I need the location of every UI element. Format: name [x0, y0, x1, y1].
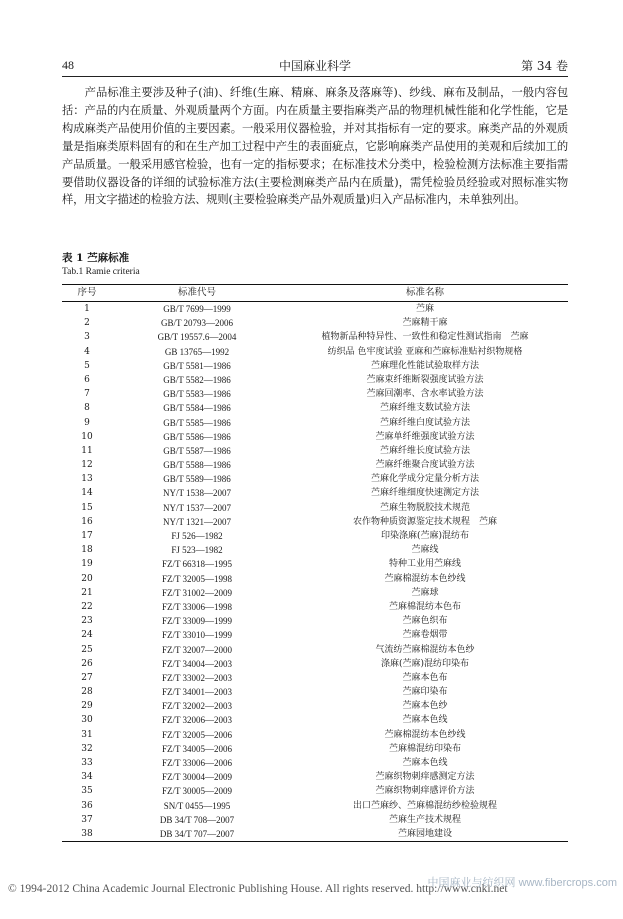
cell-number: 17	[81, 531, 93, 541]
table-row	[62, 784, 568, 798]
table-row	[62, 359, 568, 373]
table-row	[62, 430, 568, 444]
cell-code: GB/T 5589—1986	[163, 474, 231, 485]
cell-code: GB/T 5587—1986	[163, 445, 231, 456]
cell-number: 24	[81, 630, 93, 641]
cell-name: 涤麻(苎麻)混纺印染布	[380, 658, 470, 669]
cell-number: 11	[81, 445, 93, 456]
cell-name: 苎麻回潮率、含水率试验方法	[366, 389, 484, 400]
table-row	[62, 501, 568, 515]
cell-code: FZ/T 32006—2003	[161, 715, 233, 726]
table-row	[62, 770, 568, 784]
cell-code: DB 34/T 708—2007	[159, 814, 235, 825]
table-row	[62, 543, 568, 557]
cell-name: 苎麻线	[411, 545, 439, 556]
cell-code: NY/T 1537—2007	[162, 502, 232, 513]
header-name: 标准名称	[405, 287, 444, 298]
volume-label: 第 34 卷	[521, 59, 568, 73]
table-row	[62, 302, 568, 316]
cell-number: 37	[81, 814, 93, 825]
cell-name: 纺织品 色牢度试验 亚麻和苎麻标准贴衬织物规格	[327, 346, 523, 357]
journal-title: 中国麻业科学	[278, 59, 351, 73]
cell-name: 特种工业用苎麻线	[388, 559, 461, 570]
header-code: 标准代号	[177, 288, 216, 298]
cell-code: FZ/T 33002—2003	[161, 672, 233, 683]
table-row	[62, 586, 568, 600]
cell-number: 23	[81, 616, 93, 627]
table-row	[62, 444, 568, 458]
cell-name: 苎麻棉混纺印染布	[388, 743, 461, 754]
table-row	[62, 345, 568, 359]
cell-code: GB/T 5582—1986	[163, 374, 231, 385]
cell-number: 2	[84, 318, 90, 329]
cell-name: 苎麻精干麻	[402, 318, 448, 329]
cell-number: 5	[84, 360, 90, 371]
cell-code: FZ/T 33006—2006	[161, 758, 233, 768]
cell-code: GB/T 5583—1986	[163, 389, 231, 400]
cell-code: FZ/T 33006—1998	[161, 601, 233, 612]
cell-number: 36	[81, 800, 93, 811]
cell-number: 9	[84, 417, 90, 428]
copyright-footer: © 1994-2012 China Academic Journal Electronic Publishing House. All rights reserved. http://www.cnki.net	[8, 883, 508, 895]
cell-name: 苎麻本色布	[402, 672, 448, 683]
table-row	[62, 713, 568, 727]
table-row	[62, 472, 568, 486]
ramie-standards-table	[62, 284, 568, 842]
table-row	[62, 628, 568, 642]
cell-code: GB/T 5586—1986	[163, 431, 231, 442]
table-row	[62, 529, 568, 543]
cell-name: 苎麻卷烟带	[402, 630, 448, 641]
table-row	[62, 600, 568, 614]
cell-code: DB 34/T 707—2007	[159, 828, 235, 839]
cell-code: GB/T 19557.6—2004	[157, 332, 237, 343]
cell-number: 35	[81, 786, 93, 797]
table-caption-en: Tab.1 Ramie criteria	[62, 267, 140, 277]
cell-number: 4	[84, 346, 90, 357]
cell-name: 苎麻束纤维断裂强度试验方法	[366, 374, 484, 385]
cell-name: 苎麻园地建设	[397, 828, 452, 839]
cell-name: 苎麻棉混纺本色布	[388, 601, 461, 612]
cell-name: 印染涤麻(苎麻)混纺布	[380, 531, 470, 541]
cell-name: 苎麻纤维聚合度试验方法	[375, 460, 475, 471]
table-row	[62, 458, 568, 472]
cell-code: FZ/T 34005—2006	[161, 743, 233, 754]
cell-name: 苎麻纤维支数试验方法	[379, 403, 470, 414]
cell-number: 13	[81, 474, 93, 485]
cell-code: FZ/T 66318—1995	[161, 559, 233, 570]
table-row	[62, 813, 568, 827]
table-row	[62, 401, 568, 415]
cell-code: NY/T 1538—2007	[162, 488, 232, 499]
cell-name: 植物新品种特异性、一致性和稳定性测试指南 苎麻	[321, 332, 529, 343]
cell-code: FZ/T 33009—1999	[161, 616, 233, 627]
cell-number: 26	[81, 658, 93, 669]
cell-number: 16	[81, 516, 93, 527]
cell-name: 苎麻棉混纺本色纱线	[384, 573, 466, 584]
cell-number: 14	[81, 488, 93, 499]
cell-code: GB/T 5585—1986	[163, 417, 231, 428]
cell-code: FZ/T 32002—2003	[161, 701, 233, 712]
cell-number: 3	[84, 332, 90, 343]
cell-code: GB/T 5581—1986	[163, 360, 231, 371]
cell-name: 苎麻本色线	[402, 715, 448, 726]
table-row	[62, 316, 568, 330]
table-row	[62, 614, 568, 628]
table-row	[62, 416, 568, 430]
table-row	[62, 827, 568, 841]
table-row	[62, 657, 568, 671]
cell-number: 28	[81, 687, 93, 698]
cell-code: FJ 526—1982	[171, 531, 223, 541]
cell-name: 气流纺苎麻棉混纺本色纱	[375, 644, 475, 655]
table-row	[62, 685, 568, 699]
cell-name: 苎麻纤维长度试验方法	[379, 445, 470, 456]
table-row	[62, 756, 568, 770]
cell-number: 20	[81, 573, 93, 584]
cell-name: 苎麻织物刺痒感测定方法	[375, 772, 475, 783]
cell-code: SN/T 0455—1995	[163, 800, 231, 811]
table-body	[62, 302, 568, 841]
cell-name: 苎麻	[415, 304, 434, 314]
cell-code: NY/T 1321—2007	[162, 516, 232, 527]
cell-name: 苎麻本色纱	[402, 701, 448, 712]
cell-number: 10	[81, 431, 93, 442]
cell-code: GB/T 20793—2006	[160, 318, 234, 329]
cell-number: 6	[84, 374, 90, 385]
cell-number: 33	[81, 758, 93, 768]
table-row	[62, 330, 568, 344]
table-caption-zh: 表 1 苎麻标准	[62, 252, 130, 264]
cell-name: 苎麻纤维细度快速测定方法	[370, 488, 479, 499]
cell-code: FZ/T 32005—2006	[161, 729, 233, 740]
cell-number: 29	[81, 701, 93, 712]
cell-number: 1	[84, 304, 90, 314]
cell-name: 苎麻化学成分定量分析方法	[370, 474, 479, 485]
cell-name: 苎麻纤维白度试验方法	[379, 417, 470, 428]
cell-name: 苎麻色织布	[402, 616, 448, 627]
cell-name: 苎麻棉混纺本色纱线	[384, 729, 466, 740]
watermark-logo: 中国麻业与纺织网 www.fibercrops.com	[427, 877, 617, 889]
page-number: 48	[62, 58, 74, 72]
cell-code: FZ/T 30005—2009	[161, 786, 233, 797]
cell-name: 苎麻印染布	[402, 687, 448, 698]
cell-number: 38	[81, 828, 93, 839]
cell-name: 出口苎麻纱、苎麻棉混纺纱检验规程	[352, 800, 497, 811]
table-row	[62, 799, 568, 813]
cell-code: GB/T 5584—1986	[163, 403, 231, 414]
cell-name: 苎麻生物脱胶技术规范	[379, 502, 470, 513]
cell-number: 8	[84, 403, 90, 414]
cell-name: 苎麻织物刺痒感评价方法	[375, 786, 475, 797]
cell-name: 苎麻球	[411, 587, 439, 598]
body-paragraph: 产品标准主要涉及种子(油)、纤维(生麻、精麻、麻条及落麻等)、纱线、麻布及制品，一般内容包括：产品的内在质量、外观质量两个方面。内在质量主要指麻类产品的物理机械性能和化学性能，它是构成麻类产品使用价值的主要因素。一般采用仪器检验，并对其指标有一定的要求。麻类产品的外观质量是指麻类原料固有的和在生产加工过程中产生的表面疵点，它影响麻类产品使用的美观和后续加工的产品质量。一般采用感官检验，也有一定的指标要求；在标准技术分类中，检验检测方法标准主要指需要借助仪器设备的详细的试验标准方法(主要检测麻类产品内在质量)，需凭检验员经验或对照标准实物样，用文字描述的检验方法、规则(主要检验麻类产品外观质量)归入产品标准内，未单独列出。	[62, 86, 568, 207]
table-row	[62, 515, 568, 529]
running-header	[62, 56, 568, 77]
cell-number: 34	[81, 772, 93, 783]
table-row	[62, 486, 568, 500]
cell-name: 农作物种质资源鉴定技术规程 苎麻	[352, 516, 497, 527]
cell-number: 30	[81, 715, 93, 726]
table-row	[62, 572, 568, 586]
table-row	[62, 671, 568, 685]
cell-name: 苎麻理化性能试验取样方法	[370, 360, 479, 371]
cell-number: 12	[81, 460, 93, 471]
cell-code: FZ/T 34004—2003	[161, 658, 233, 669]
cell-code: FZ/T 34001—2003	[161, 687, 233, 698]
table-row	[62, 373, 568, 387]
cell-name: 苎麻生产技术规程	[388, 814, 461, 825]
cell-number: 21	[81, 587, 93, 598]
cell-code: GB/T 5588—1986	[163, 460, 231, 471]
cell-number: 31	[81, 729, 93, 740]
cell-number: 15	[81, 502, 93, 513]
cell-code: FZ/T 32005—1998	[161, 573, 233, 584]
cell-code: FZ/T 33010—1999	[161, 630, 233, 641]
cell-code: GB 13765—1992	[164, 346, 230, 357]
cell-number: 25	[81, 644, 93, 655]
table-row	[62, 557, 568, 571]
table-header-row	[62, 285, 568, 302]
cell-number: 32	[81, 743, 93, 754]
cell-code: FZ/T 32007—2000	[161, 644, 233, 655]
cell-name: 苎麻本色线	[402, 758, 448, 768]
cell-name: 苎麻单纤维强度试验方法	[375, 431, 475, 442]
cell-number: 19	[81, 559, 93, 570]
table-row	[62, 742, 568, 756]
table-row	[62, 643, 568, 657]
cell-number: 27	[81, 672, 93, 683]
cell-number: 22	[81, 601, 93, 612]
cell-code: GB/T 7699—1999	[163, 304, 231, 314]
table-row	[62, 387, 568, 401]
cell-number: 7	[84, 389, 90, 400]
cell-number: 18	[81, 545, 93, 556]
table-row	[62, 699, 568, 713]
table-row	[62, 728, 568, 742]
cell-code: FZ/T 31002—2009	[161, 587, 233, 598]
header-number: 序号	[77, 287, 97, 298]
cell-code: FZ/T 30004—2009	[161, 772, 233, 783]
cell-code: FJ 523—1982	[171, 545, 223, 556]
